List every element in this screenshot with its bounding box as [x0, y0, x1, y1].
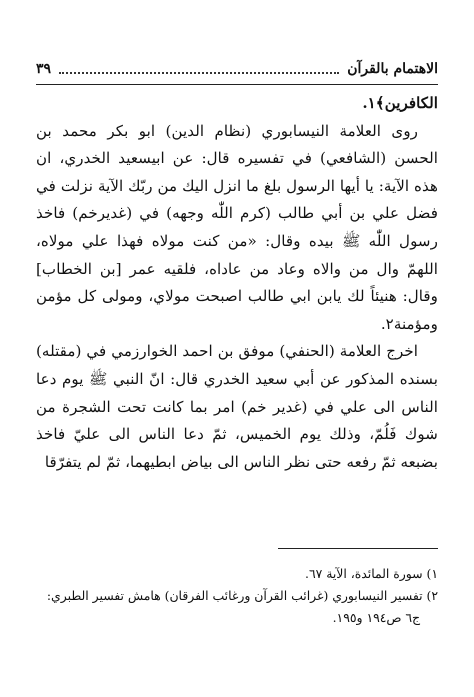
paragraph-khwarizmi: اخرج العلامة (الحنفي) موفق بن احمد الخوارزمي في (مقتله) بسنده المذكور عن أبي سعيد الخدري قال: انّ النبي ﷺ يوم دعا الناس الى علي في (غدير خم) امر بما كانت تحت الشجرة من شوك فَلُمّ، وذلك يوم الخميس، ثمّ دعا الناس الى عليّ فاخذ بضبعه ثمّ رفعه حتى نظر الناس الى بياض ابطيهما، ثمّ لم يتفرّقا: [36, 342, 438, 471]
paragraph-nishapuri: روى العلامة النيسابوري (نظام الدين) ابو بكر محمد بن الحسن (الشافعي) في تفسيره قال: عن ابيسعيد الخدري، ان هذه الآية: يا أيها الرسول بلغ ما انزل اليك من ربّك الآية نزلت في فضل علي بن أبي طالب (كرم اللّٰه وجهه) في (غديرخم) فاخذ رسول اللّٰه ﷺ بيده وقال: «من كنت مولاه فهذا علي مولاه، اللهمّ وال من والاه وعاد من عاداه، فلقيه عمر [بن الخطاب] وقال: هنيئاً لك يابن ابي طالب اصبحت مولاي، ومولى كل مؤمن ومؤمنة٢.: [36, 121, 438, 333]
footnote-2: ٢) تفسير النيسابوري (غرائب القرآن ورغائب الفرقان) هامش تفسير الطبري:: [46, 588, 438, 603]
page-number: ٣٩: [36, 61, 52, 77]
header-divider: [36, 84, 438, 85]
main-text: [36, 90, 438, 476]
header-dot-leader: [59, 64, 339, 74]
footnote-1: ١) سورة المائدة، الآية ٦٧.: [305, 566, 438, 581]
page-header: [36, 58, 438, 80]
footnote-divider: [278, 548, 438, 549]
header-title: الاهتمام بالقرآن: [347, 61, 438, 77]
verse-ending-line: الكافرين﴾١.: [362, 94, 438, 112]
footnote-2-continuation: ج٦ ص١٩٤ و١٩٥.: [332, 610, 420, 625]
footnotes: [36, 563, 438, 629]
